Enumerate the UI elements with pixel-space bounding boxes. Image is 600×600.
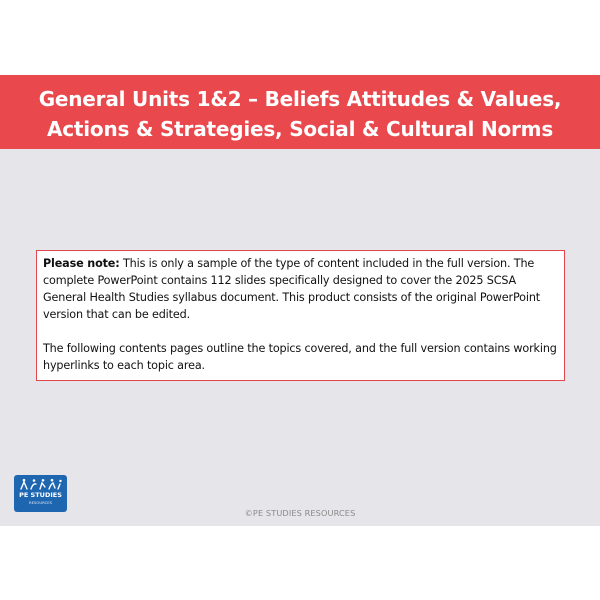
note-paragraph-2: The following contents pages outline the topics covered, and the full version contains working hyperlinks to each topic area. (43, 342, 557, 372)
title-bar (0, 75, 600, 149)
logo-sub-text: RESOURCES (28, 500, 53, 505)
note-lead: Please note: (43, 257, 120, 270)
pe-studies-logo-icon (18, 478, 63, 491)
note-paragraph-1-text: This is only a sample of the type of content included in the full version. The complete PowerPoint contains 112 slides specifically designed to cover the 2025 SCSA General Health Studies syllabus document. This product consists of the original PowerPoint version that can be edited. (43, 257, 541, 321)
slide (0, 75, 600, 526)
logo-main-text: PE STUDIES (19, 491, 62, 499)
footer-copyright: ©PE STUDIES RESOURCES (244, 508, 356, 518)
note-box (36, 250, 565, 381)
pe-studies-logo (14, 475, 67, 512)
slide-title: General Units 1&2 – Beliefs Attitudes & Values, Actions & Strategies, Social & Cultural Norms (38, 87, 562, 141)
note-paragraph-1 (43, 255, 558, 323)
